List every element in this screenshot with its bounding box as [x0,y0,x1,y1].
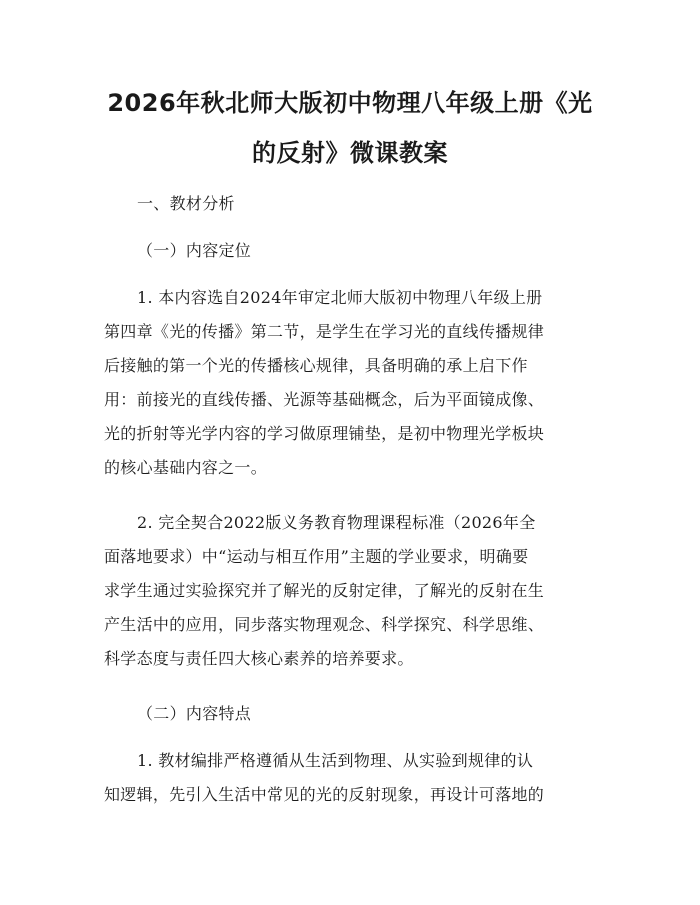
paragraph-line: 产生活中的应用，同步落实物理观念、科学探究、科学思维、 [104,615,545,634]
paragraph-line: 2. 完全契合2022版义务教育物理课程标准（2026年全 [137,513,536,532]
paragraph-line: 求学生通过实验探究并了解光的反射定律，了解光的反射在生 [104,581,545,600]
paragraph-line: 用：前接光的直线传播、光源等基础概念，后为平面镜成像、 [104,390,545,409]
paragraph-line: 知逻辑，先引入生活中常见的光的反射现象，再设计可落地的 [104,785,545,804]
section-heading-textbook-analysis: 一、教材分析 [137,194,235,213]
paragraph-line: 的核心基础内容之一。 [104,458,268,477]
subsection-heading-content-features: （二）内容特点 [137,704,252,723]
paragraph-line: 1. 教材编排严格遵循从生活到物理、从实验到规律的认 [137,751,534,770]
paragraph-line: 面落地要求）中“运动与相互作用”主题的学业要求，明确要 [104,547,529,566]
paragraph-line: 1. 本内容选自2024年审定北师大版初中物理八年级上册 [137,288,543,307]
paragraph-line: 光的折射等光学内容的学习做原理铺垫，是初中物理光学板块 [104,424,545,443]
document-title-line-2: 的反射》微课教案 [252,139,448,167]
paragraph-line: 后接触的第一个光的传播核心规律，具备明确的承上启下作 [104,356,528,375]
subsection-heading-content-positioning: （一）内容定位 [137,241,252,260]
document-title-line-1: 2026年秋北师大版初中物理八年级上册《光 [107,89,593,117]
paragraph-line: 第四章《光的传播》第二节，是学生在学习光的直线传播规律 [104,322,545,341]
paragraph-line: 科学态度与责任四大核心素养的培养要求。 [104,649,414,668]
